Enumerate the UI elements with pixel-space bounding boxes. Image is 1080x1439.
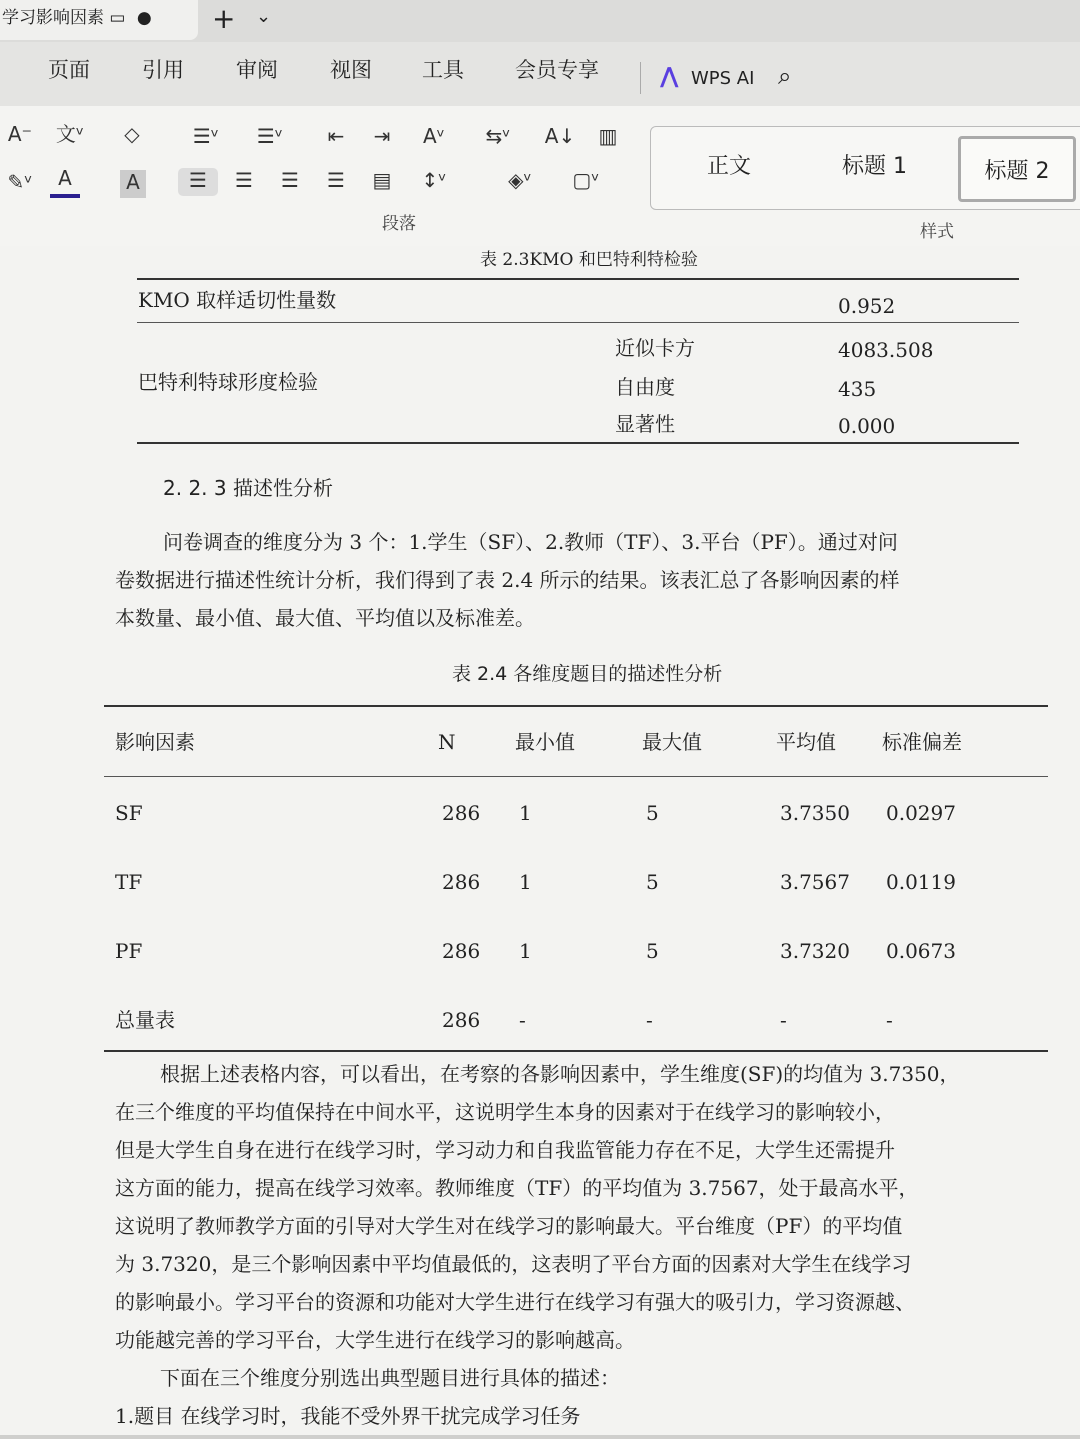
border-icon[interactable]: ▢ᵛ — [572, 168, 600, 192]
table-header-cell: 影响因素 — [115, 730, 195, 754]
table-cell: 3.7350 — [780, 801, 850, 825]
table-cell: 5 — [646, 801, 659, 825]
table-cell: 286 — [442, 939, 481, 963]
menu-view[interactable]: 视图 — [330, 58, 372, 82]
table2-caption: 表 2.4 各维度题目的描述性分析 — [452, 663, 723, 685]
menu-tools[interactable]: 工具 — [422, 58, 464, 82]
align-center-icon[interactable]: ☰ — [235, 168, 253, 192]
table-header-cell: 最小值 — [515, 730, 575, 754]
divider — [640, 62, 641, 94]
shading-icon[interactable]: ◈ᵛ — [508, 168, 532, 192]
decrease-indent-icon[interactable]: ⇤ — [327, 124, 345, 148]
styles-group-label: 样式 — [920, 222, 954, 242]
rule — [104, 776, 1048, 777]
highlight-icon[interactable]: ✎ᵛ — [7, 170, 33, 194]
numbered-list-icon[interactable]: ☰ᵛ — [256, 124, 284, 148]
table-cell: PF — [115, 939, 143, 963]
monitor-icon: ▭ — [109, 8, 126, 28]
kmo-value: 0.952 — [838, 294, 896, 318]
paragraph-group-label: 段落 — [382, 214, 416, 234]
table-cell: 3.7320 — [780, 939, 850, 963]
char-shading-icon[interactable]: A — [120, 170, 146, 198]
new-tab-button[interactable]: + — [212, 2, 236, 35]
body-line: 这说明了教师教学方面的引导对大学生对在线学习的影响最大。平台维度（PF）的平均值 — [115, 1214, 903, 1238]
status-bar — [0, 1435, 1080, 1439]
rule — [137, 322, 1019, 323]
body-line: 为 3.7320，是三个影响因素中平均值最低的，这表明了平台方面的因素对大学生在线学习 — [115, 1252, 912, 1276]
menu-page[interactable]: 页面 — [48, 58, 90, 82]
eraser-icon[interactable]: ◇ — [124, 122, 140, 146]
menu-review[interactable]: 审阅 — [236, 58, 278, 82]
style-heading1[interactable]: 标题 1 — [842, 154, 907, 179]
font-color-icon[interactable]: A — [50, 166, 80, 198]
intro-line: 问卷调查的维度分为 3 个：1.学生（SF）、2.教师（TF）、3.平台（PF）。通过对问 — [163, 530, 898, 554]
style-heading2[interactable]: 标题 2 — [958, 136, 1076, 202]
table-cell: - — [646, 1008, 653, 1032]
chevron-down-icon[interactable]: ⌄ — [256, 6, 272, 27]
table-grid-icon[interactable]: ▥ — [598, 124, 618, 148]
bartlett-key: 自由度 — [615, 375, 675, 399]
body-line: 功能越完善的学习平台，大学生进行在线学习的影响越高。 — [115, 1328, 635, 1352]
bartlett-key: 显著性 — [615, 412, 675, 436]
bartlett-value: 435 — [838, 377, 877, 401]
bullet-list-icon[interactable]: ☰ᵛ — [192, 124, 220, 148]
bartlett-key: 近似卡方 — [615, 336, 695, 360]
body-line: 下面在三个维度分别选出典型题目进行具体的描述： — [160, 1366, 620, 1390]
intro-line: 卷数据进行描述性统计分析，我们得到了表 2.4 所示的结果。该表汇总了各影响因素的样 — [115, 568, 900, 592]
table-header-cell: 平均值 — [776, 730, 836, 754]
distributed-icon[interactable]: ▤ — [372, 168, 392, 192]
table-cell: 5 — [646, 939, 659, 963]
line-spacing-icon[interactable]: ↕ᵛ — [421, 168, 447, 192]
table-cell: 0.0673 — [886, 939, 956, 963]
rule — [104, 1050, 1048, 1052]
rule — [137, 442, 1019, 444]
table-cell: 1 — [519, 939, 532, 963]
body-line: 在三个维度的平均值保持在中间水平，这说明学生本身的因素对于在线学习的影响较小， — [115, 1100, 895, 1124]
wps-ai-button[interactable]: WPS AI — [691, 68, 755, 89]
increase-indent-icon[interactable]: ⇥ — [373, 124, 391, 148]
section-heading: 2. 2. 3 描述性分析 — [163, 476, 333, 500]
justify-icon[interactable]: ☰ — [327, 168, 345, 192]
char-spacing-icon[interactable]: Aᵛ — [422, 124, 446, 148]
table-cell: 0.0119 — [886, 870, 956, 894]
table-cell: 286 — [442, 801, 481, 825]
tab-title: 学习影响因素 — [2, 8, 104, 28]
style-normal[interactable]: 正文 — [707, 154, 752, 179]
search-icon[interactable]: ⌕ — [778, 62, 792, 90]
document-tab[interactable] — [0, 0, 198, 40]
body-line: 但是大学生自身在进行在线学习时，学习动力和自我监管能力存在不足，大学生还需提升 — [115, 1138, 895, 1162]
body-line: 这方面的能力，提高在线学习效率。教师维度（TF）的平均值为 3.7567，处于最高水平， — [115, 1176, 919, 1200]
unsaved-dot-icon: ● — [136, 8, 152, 28]
intro-line: 本数量、最小值、最大值、平均值以及标准差。 — [115, 606, 535, 630]
kmo-label: KMO 取样适切性量数 — [138, 288, 337, 312]
table-header-cell: 最大值 — [642, 730, 702, 754]
bartlett-value: 4083.508 — [838, 338, 934, 362]
table-cell: 3.7567 — [780, 870, 850, 894]
table-cell: SF — [115, 801, 143, 825]
table-header-cell: N — [438, 730, 456, 754]
table-cell: 286 — [442, 870, 481, 894]
sort-icon[interactable]: A↓ — [544, 124, 576, 148]
table-header-cell: 标准偏差 — [882, 730, 962, 754]
pinyin-icon[interactable]: 文ᵛ — [55, 122, 85, 146]
wps-ai-logo-icon: ⋀ — [660, 64, 679, 89]
table-cell: 5 — [646, 870, 659, 894]
align-right-icon[interactable]: ☰ — [281, 168, 299, 192]
align-left-icon[interactable]: ☰ — [178, 168, 218, 196]
table-cell: 286 — [442, 1008, 481, 1032]
table1-caption: 表 2.3KMO 和巴特利特检验 — [480, 250, 698, 270]
table-cell: - — [519, 1008, 526, 1032]
table-cell: 1 — [519, 801, 532, 825]
menu-references[interactable]: 引用 — [142, 58, 184, 82]
text-direction-icon[interactable]: ⇆ᵛ — [485, 124, 511, 148]
table-cell: - — [780, 1008, 787, 1032]
rule — [137, 278, 1019, 280]
body-line: 的影响最小。学习平台的资源和功能对大学生进行在线学习有强大的吸引力，学习资源越、 — [115, 1290, 915, 1314]
table-cell: - — [886, 1008, 893, 1032]
table-cell: 1 — [519, 870, 532, 894]
bartlett-value: 0.000 — [838, 414, 896, 438]
body-line: 1.题目 在线学习时，我能不受外界干扰完成学习任务 — [115, 1404, 581, 1428]
table-cell: 总量表 — [115, 1008, 175, 1032]
bartlett-label: 巴特利特球形度检验 — [138, 370, 318, 394]
font-size-icon[interactable]: A⁻ — [7, 122, 33, 146]
menu-member[interactable]: 会员专享 — [515, 58, 599, 82]
body-line: 根据上述表格内容，可以看出，在考察的各影响因素中，学生维度(SF)的均值为 3.7350， — [160, 1062, 960, 1086]
rule — [104, 705, 1048, 707]
table-cell: TF — [115, 870, 143, 894]
table-cell: 0.0297 — [886, 801, 956, 825]
